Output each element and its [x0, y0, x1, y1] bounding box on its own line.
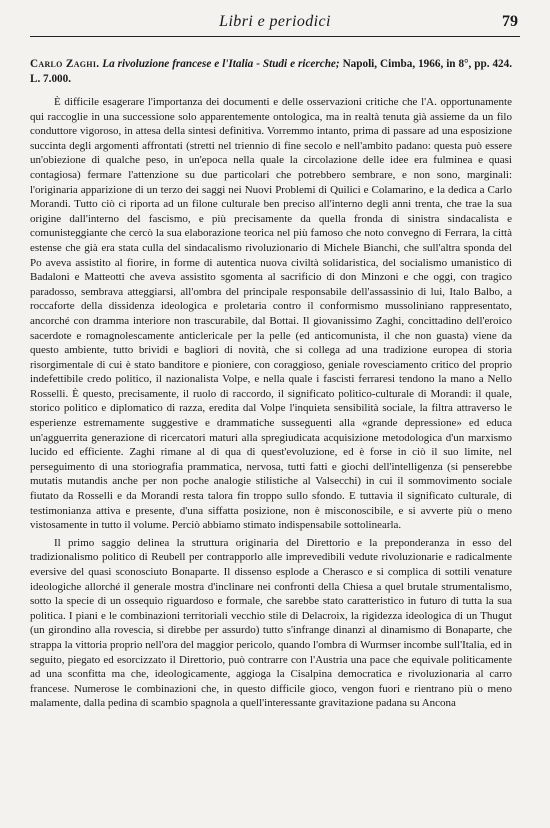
publication-details: Napoli, Cimba, 1966, in 8°, pp. 424. L. 7.000.	[30, 58, 513, 85]
review-bibliographic-heading	[30, 57, 512, 86]
review-body	[30, 95, 512, 711]
review-author: Carlo Zaghi.	[30, 58, 100, 70]
page-number: 79	[502, 13, 518, 30]
review-paragraph: Il primo saggio delinea la struttura originaria del Direttorio e la preponderanza in esso del tradizionalismo politico di Reubell per contrapporlo alle imprevedibili vedute rivoluzionarie e radicalmente eversive del quasi sconosciuto Bonaparte. Il dissenso esplode a Cherasco e si complica di sottili venature ideologiche allorché il generale mostra d'inclinare nei confronti della Chiesa a quel brutale strumentalismo, sotto la specie di un ossequio riguardoso e formale, che sarebbe stato caratteristico in futuro di tutta la sua politica. I piani e le combinazioni territoriali vecchio stile di Delacroix, la rigidezza ideologica di un Thugut (un girondino alla rovescia, si direbbe per assurdo) tutto s'infrange dinanzi al dinamismo di Bonaparte, che strappa la vittoria proprio nell'ora del maggior pericolo, quando l'ombra di Wurmser incombe sull'Italia, ed in seguito, piegato ed esorcizzato il Direttorio, può contrarre con l'Austria una pace che equivale politicamente ad una sconfitta ma che, ideologicamente, aggioga la Cisalpina democratica e rivoluzionaria al carro francese. Numerose le combinazioni che, in questo difficile gioco, vengon fuori e rientrano più o meno malamente, dalla pedina di scambio spagnola a quell'interessante gravitazione padana su Ancona	[30, 536, 512, 710]
running-title: Libri e periodici	[219, 13, 331, 30]
book-title: La rivoluzione francese e l'Italia - Studi e ricerche;	[102, 58, 340, 70]
review-paragraph: È difficile esagerare l'importanza dei documenti e delle osservazioni critiche che l'A. opportunamente qui raccoglie in una successione solo apparentemente ontologica, ma in realtà tenuta già assieme da un filo conduttore vigoroso, in attesa della sintesi definitiva. Vorremmo intanto, prima di passare ad una esposizione succinta degli argomenti affrontati (stretti nel triennio di fine secolo e nell'ambito padano: questa può essere un'obiezione di qualche peso, in un'epoca nella quale la circolazione delle idee era fulminea e quasi contagiosa) fermare l'attenzione su due particolari che potrebbero sembrare, e non sono, marginali: l'originaria apparizione di un terzo dei saggi nei Nuovi Problemi di Quilici e Colamarino, e la dedica a Carlo Morandi. Tutto ciò ci riporta ad un filone culturale ben preciso all'interno degli anni trenta, che trae la sua origine dall'interno del fascismo, e più precisamente da quella fronda di sinistra sindacalista e comunisteggiante che cercò la sua elaborazione teorica nel più famoso che noto convegno di Ferrara, la città estense che già era stata culla del sindacalismo rivoluzionario di Michele Bianchi, che sull'altra sponda del Po aveva assistito al fiorire, in forme di autentica nuova civiltà solidaristica, del socialismo umanistico di Badaloni e Matteotti che aveva assistito sgomenta al sacrificio di don Minzoni e che oggi, con tragico paradosso, sembrava atteggiarsi, all'ombra del principale responsabile dell'assassinio di lui, Italo Balbo, a roccaforte della dissidenza ideologica e proletaria contro il conformismo mussoliniano rappresentato, ancorché con dramma interiore non trascurabile, dal Bottai. Il giovanissimo Zaghi, concittadino dell'eroico sacerdote e romagnolescamente anticlericale per la pelle (ed anticomunista, il che non guasta) viene da questo ambiente, tutto brividi e bagliori di novità, che si collega ad una tradizione europea di storia risorgimentale di cui è stato banditore e pioniere, con coraggioso, geniale rovesciamento critico del proprio indefettibile credo politico, il nazionalista Volpe, e nella quale i fascisti ferraresi tendono la mano a Nello Rosselli. È questo, precisamente, il ruolo di raccordo, il significato politico-culturale di Morandi: il quale, storico politico e diplomatico di razza, eredita dal Volpe l'inquieta sensibilità sociale, la filtra attraverso le esperienze estremamente suggestive e drammatiche susseguenti alla «grande depressione» ed educa un'agguerrita generazione di ricercatori maturi alla spregiudicata acquisizione metodologica d'un marxismo lucido ed efficiente. Zaghi rimane al di qua di quest'evoluzione, ed è forse in ciò il suo limite, nel perseguimento di una storiografia prammatica, nervosa, tutti fatti e giochi dell'intelligenza (si penserebbe mutatis mutandis anche per non poche analogie stilistiche al Valsecchi) in cui il sommovimento sociale fiutato da Rosselli e da Morandi resta talora fin troppo sullo sfondo. E tuttavia il significato culturale, di testimonianza attiva e presente, d'una siffatta posizione, non è misconoscibile, e si avverte più o meno vistosamente in tutto il volume. Perciò abbiamo stimato indispensabile sottolinearla.	[30, 96, 512, 532]
running-head	[30, 12, 520, 37]
